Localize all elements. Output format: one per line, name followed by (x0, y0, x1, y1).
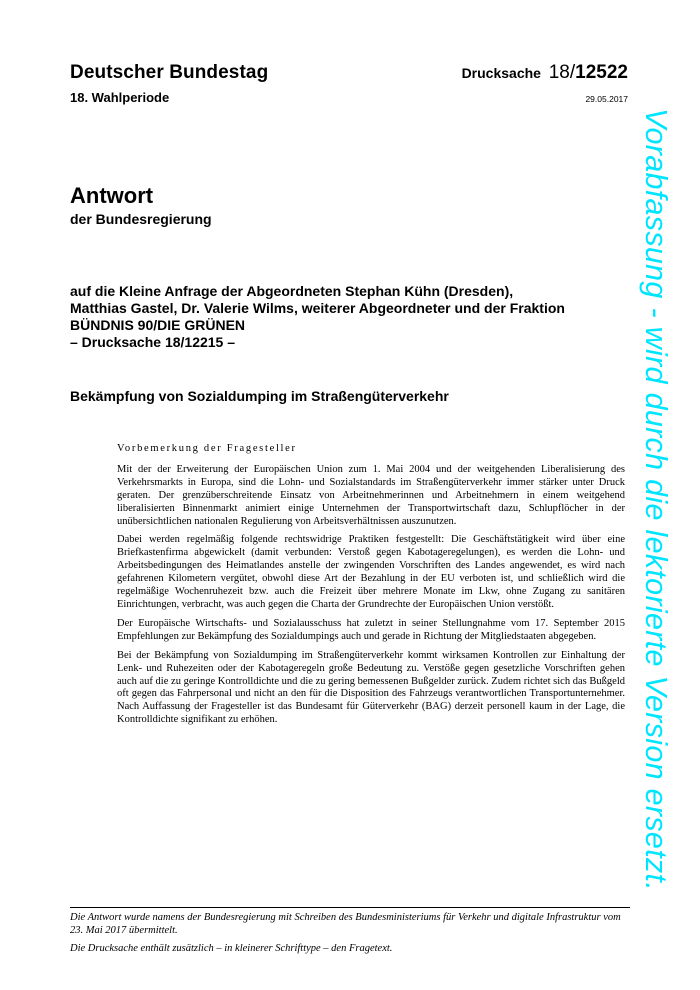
document-header-left (70, 62, 268, 105)
inquiry-line: – Drucksache 18/12215 – (70, 334, 236, 350)
topic-title: Bekämpfung von Sozialdumping im Straßengüterverkehr (70, 388, 449, 404)
footer-note: Die Drucksache enthält zusätzlich – in kleinerer Schrifttype – den Fragetext. (70, 943, 393, 954)
body-paragraph: Der Europäische Wirtschafts- und Sozialausschuss hat zuletzt in seiner Stellungnahme vom 17. September 2015 Empfehlungen zur Bekämpfung des Sozialdumpings auch und gerade in Richtung der Mitgliedstaaten abgegeben. (117, 617, 625, 642)
footer-divider (70, 907, 630, 908)
drucksache-label: Drucksache (461, 65, 541, 81)
inquiry-line: Matthias Gastel, Dr. Valerie Wilms, weiterer Abgeordneter und der Fraktion (70, 300, 565, 316)
body-paragraph: Bei der Bekämpfung von Sozialdumping im Straßengüterverkehr kommt wirksamen Kontrollen zur Einhaltung der Lenk- und Ruhezeiten oder der Kabotageregeln große Bedeutung zu. Verstöße gegen gesetzliche Vorschriften gehen auch auf die zu geringe Kontrolldichte und die zu gering bemessenen Bußgelder zurück. Zudem richtet sich das Bußgeld oft gegen das Fahrpersonal und nicht an den für die Disposition des Fahrzeugs verantwortlichen Transportunternehmer. Nach Auffassung der Fragesteller ist das Bundesamt für Güterverkehr (BAG) derzeit personell kaum in der Lage, die Kontrolldichte signifikant zu erhöhen. (117, 649, 625, 726)
body-paragraph: Mit der der Erweiterung der Europäischen Union zum 1. Mai 2004 und der weitgehenden Liberalisierung des Verkehrsmarkts in Europa, sind die Lohn- und Sozialstandards im Straßengüterverkehr immer stärker unter Druck geraten. Der grenzüberschreitende Einsatz von Arbeitnehmerinnen und Arbeitnehmern in einem weitgehend liberalisierten Binnenmarkt animiert einige Unternehmen der Transportwirtschaft dazu, Schlupflöcher in der unübersichtlichen nationalen Regulierung von Arbeitsverhältnissen auszunutzen. (117, 463, 625, 527)
drucksache-number (462, 62, 628, 84)
document-subtitle: der Bundesregierung (70, 211, 212, 227)
institution-name: Deutscher Bundestag (70, 62, 269, 83)
footer-note: Die Antwort wurde namens der Bundesregierung mit Schreiben des Bundesministeriums für Verkehr und digitale Infrastruktur vom 23. Mai 2017 übermittelt. (70, 912, 621, 936)
drucksache-id: 12522 (575, 62, 628, 83)
inquiry-line: auf die Kleine Anfrage der Abgeordneten Stephan Kühn (Dresden), (70, 283, 514, 299)
section-heading: Vorbemerkung der Fragesteller (117, 443, 297, 454)
legislative-period: 18. Wahlperiode (70, 90, 170, 105)
body-paragraph: Dabei werden regelmäßig folgende rechtswidrige Praktiken festgestellt: Die Geschäftstätigkeit wird über eine Briefkastenfirma abgewickelt (damit verbunden: Verstoß gegen Kabotageregelungen), es werden die Lohn- und Arbeitsbedingungen des Heimatlandes anstelle der zwingenden Vorschriften des Landes angewendet, es wird nach gefahrenen Kilometern vergütet, obwohl diese Art der Bezahlung in der EU verboten ist, und schließlich wird die regelmäßige Wochenruhezeit bzw. auch die Freizeit über mehrere Monate im Lkw, ohne Zugang zu sanitären Einrichtungen, verbracht, was auch gegen die Charta der Grundrechte der Europäischen Union verstößt. (117, 534, 625, 610)
drucksache-prefix: 18/ (548, 62, 576, 83)
preliminary-remarks (117, 443, 625, 733)
inquiry-reference (70, 283, 615, 351)
inquiry-line: BÜNDNIS 90/DIE GRÜNEN (70, 317, 246, 333)
document-title: Antwort (70, 183, 154, 208)
footer-notes (70, 911, 630, 960)
document-header-right (462, 62, 628, 104)
document-date: 29.05.2017 (585, 94, 628, 104)
draft-watermark: Vorabfassung - wird durch die lektorierte Version ersetzt. (639, 108, 673, 892)
